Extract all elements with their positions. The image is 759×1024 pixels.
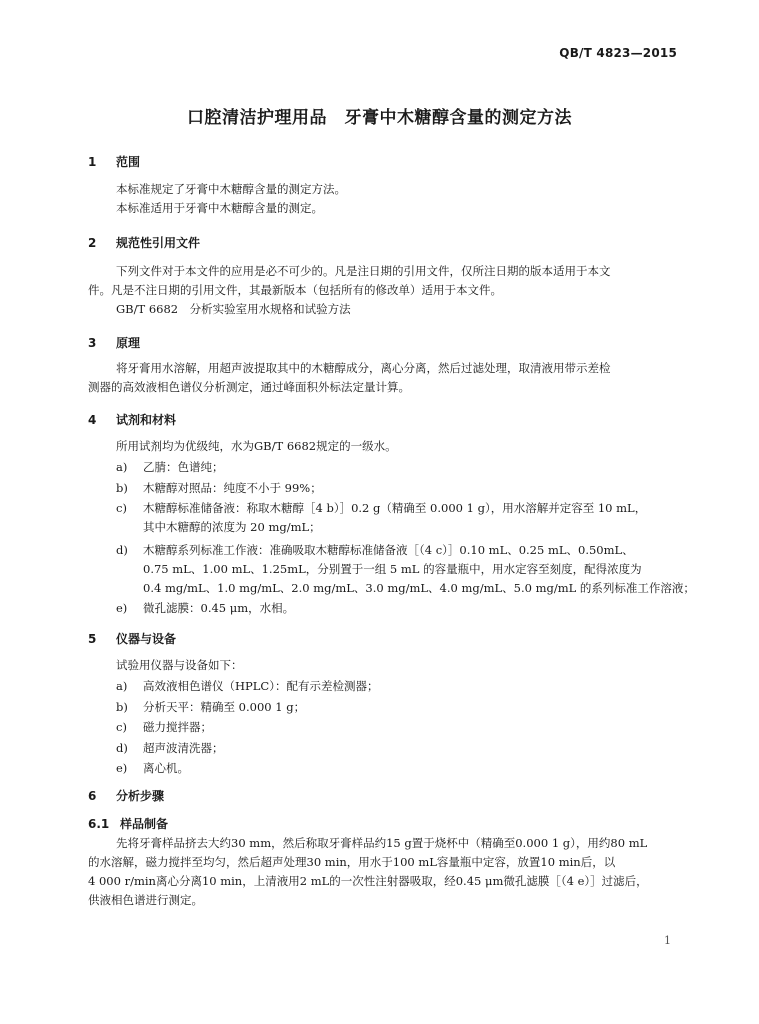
- section-3-body: [88, 359, 688, 397]
- text-line: 下列文件对于本文件的应用是必不可少的。凡是注日期的引用文件，仅所注日期的版本适用于本文: [116, 264, 611, 278]
- item-text: 木糖醇对照品：纯度不小于 99%；: [143, 481, 322, 495]
- text-line: 先将牙膏样品挤去大约30 mm，然后称取牙膏样品约15 g置于烧杯中（精确至0.000 1 g），用约80 mL: [116, 836, 648, 850]
- item-text: 乙腈：色谱纯；: [143, 460, 224, 474]
- section-title: 规范性引用文件: [116, 236, 201, 250]
- item-text: 木糖醇标准储备液：称取木糖醇［4 b）］0.2 g（精确至 0.000 1 g），用水溶解并定容至 10 mL， 其中木糖醇的浓度为 20 mg/mL；: [143, 501, 647, 534]
- item-text: 分析天平：精确至 0.000 1 g；: [143, 700, 306, 714]
- section-4-heading: [88, 411, 176, 428]
- item-text: 超声波清洗器；: [143, 741, 224, 755]
- section-number: 2: [88, 236, 97, 250]
- document-title: 口腔清洁护理用品 牙膏中木糖醇含量的测定方法: [187, 108, 572, 128]
- standard-number: QB/T 4823—2015: [559, 46, 677, 60]
- text-line: GB/T 6682 分析实验室用水规格和试验方法: [116, 302, 351, 316]
- text-line: 本标准规定了牙膏中木糖醇含量的测定方法。: [116, 182, 346, 196]
- section-2-heading: [88, 234, 200, 251]
- text-line: 4 000 r/min离心分离10 min，上清液用2 mL的一次性注射器吸取，经0.45 μm微孔滤膜［（4 e）］过滤后，: [88, 874, 648, 888]
- section-number: 4: [88, 413, 97, 427]
- item-text: 微孔滤膜：0.45 μm，水相。: [143, 601, 295, 615]
- section-5-heading: [88, 630, 176, 647]
- section-number: 1: [88, 155, 97, 169]
- section-title: 样品制备: [120, 817, 169, 831]
- section-title: 仪器与设备: [116, 632, 177, 646]
- item-label: a): [116, 460, 128, 474]
- item-label: e): [116, 601, 128, 615]
- item-label: c): [116, 720, 127, 734]
- section-number: 6: [88, 789, 97, 803]
- section-title: 分析步骤: [116, 789, 165, 803]
- item-label: b): [116, 700, 128, 714]
- section-number: 6.1: [88, 817, 110, 831]
- text-line: 所用试剂均为优级纯，水为GB/T 6682规定的一级水。: [116, 439, 397, 453]
- item-label: a): [116, 679, 128, 693]
- section-6-1-heading: [88, 815, 168, 832]
- item-text: 磁力搅拌器；: [143, 720, 212, 734]
- item-text: 木糖醇系列标准工作液：准确吸取木糖醇标准储备液［（4 c）］0.10 mL、0.25 mL、0.50mL、 0.75 mL、1.00 mL、1.25mL，分别置于一组 5 mL 的容量瓶中，用水定容至刻度，配得浓度为 0.4 mg/mL、1.0 mg/mL、2.0 mg/mL、3.0 mg/mL、4.0 mg/mL、5.0 mg/mL 的系列标准工作溶液；: [143, 543, 695, 595]
- item-label: c): [116, 501, 127, 515]
- text-line: 将牙膏用水溶解，用超声波提取其中的木糖醇成分，离心分离，然后过滤处理，取清液用带示差检: [116, 361, 611, 375]
- text-line: 测器的高效液相色谱仪分析测定，通过峰面积外标法定量计算。: [88, 380, 410, 394]
- item-text: 高效液相色谱仪（HPLC）：配有示差检测器；: [143, 679, 379, 693]
- section-number: 3: [88, 336, 97, 350]
- text-line: 本标准适用于牙膏中木糖醇含量的测定。: [116, 201, 323, 215]
- item-label: e): [116, 761, 128, 775]
- section-1-heading: [88, 153, 140, 170]
- section-3-heading: [88, 334, 140, 351]
- text-line: 件。凡是不注日期的引用文件，其最新版本（包括所有的修改单）适用于本文件。: [88, 283, 502, 297]
- item-label: b): [116, 481, 128, 495]
- item-label: d): [116, 741, 128, 755]
- section-4-intro: [116, 437, 397, 456]
- item-text: 离心机。: [143, 761, 189, 775]
- section-title: 试剂和材料: [116, 413, 177, 427]
- section-6-1-body: [88, 834, 688, 910]
- section-number: 5: [88, 632, 97, 646]
- text-line: 试验用仪器与设备如下：: [116, 658, 243, 672]
- item-label: d): [116, 543, 128, 557]
- section-2-body: [88, 262, 688, 319]
- section-title: 范围: [116, 155, 141, 169]
- section-1-body: [116, 180, 346, 218]
- page-number: 1: [664, 934, 671, 947]
- section-6-heading: [88, 787, 164, 804]
- section-5-intro: [116, 656, 243, 675]
- text-line: 的水溶解，磁力搅拌至均匀，然后超声处理30 min，用水于100 mL容量瓶中定容，放置10 min后，以: [88, 855, 616, 869]
- text-line: 供液相色谱进行测定。: [88, 893, 203, 907]
- section-title: 原理: [116, 336, 141, 350]
